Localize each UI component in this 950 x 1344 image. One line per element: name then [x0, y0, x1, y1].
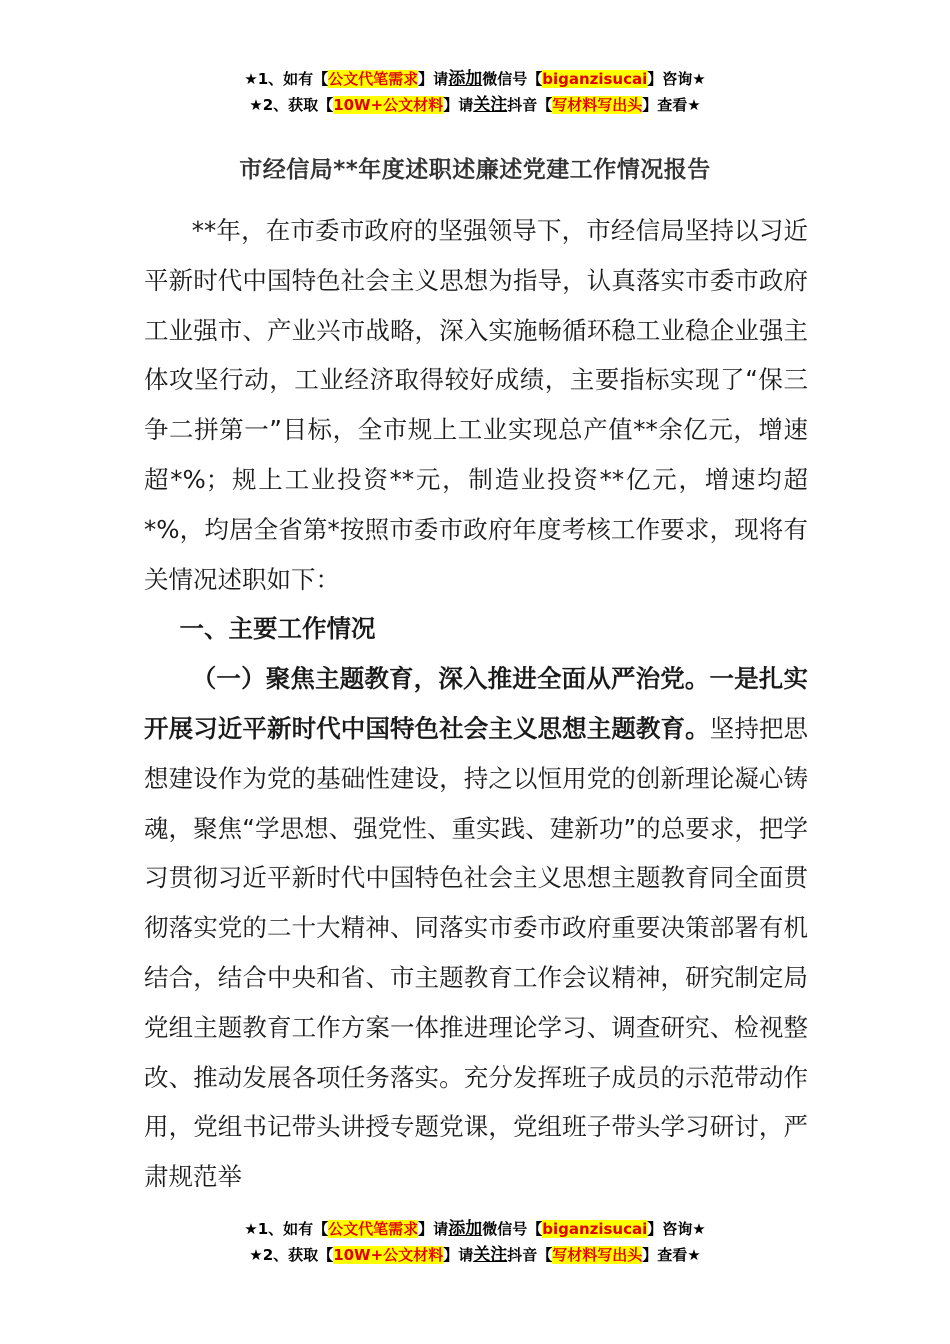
promo-highlight: 公文代笔需求	[328, 1220, 419, 1238]
intro-paragraph: **年，在市委市政府的坚强领导下，市经信局坚持以习近平新时代中国特色社会主义思想为指导，认真落实市委市政府工业强市、产业兴市战略，深入实施畅循环稳工业稳企业强主体攻坚行动，工业经济取得较好成绩，主要指标实现了“保三争二拼第一”目标，全市规上工业实现总产值**余亿元，增速超*%；规上工业投资**元，制造业投资**亿元，增速均超*%，均居全省第*按照市委市政府年度考核工作要求，现将有关情况述职如下：	[144, 216, 808, 594]
section-heading: 一、主要工作情况	[179, 614, 376, 644]
wechat-id-highlight: biganzisucai	[542, 70, 648, 88]
promo-line-2	[0, 1242, 950, 1268]
wechat-id-highlight: biganzisucai	[542, 1220, 648, 1238]
promo-highlight: 公文代笔需求	[328, 70, 419, 88]
promo-text: 微信号【	[482, 1220, 543, 1238]
promo-highlight: 10W+公文材料	[333, 96, 444, 114]
promo-underline: 关注	[473, 1245, 508, 1265]
subsection-paragraph	[144, 654, 808, 1202]
document-title: 市经信局**年度述职述廉述党建工作情况报告	[239, 157, 711, 183]
promo-text: ★1、如有【	[244, 1220, 329, 1238]
promo-highlight: 10W+公文材料	[333, 1246, 444, 1264]
douyin-id-highlight: 写材料写出头	[552, 96, 643, 114]
promo-text: 】咨询★	[647, 70, 706, 88]
subsection-heading: （一）聚焦主题教育，深入推进全面从严治党。一是扎实开展习近平新时代中国特色社会主义思想主题教育。	[144, 664, 808, 743]
promo-underline: 添加	[448, 1219, 483, 1239]
promo-text: 】请	[418, 1220, 449, 1238]
promo-text: 抖音【	[507, 96, 553, 114]
promo-line-1	[0, 1216, 950, 1242]
promo-text: 抖音【	[507, 1246, 553, 1264]
promo-line-1	[0, 66, 950, 92]
promo-text: 】请	[418, 70, 449, 88]
promo-text: 】请	[443, 96, 474, 114]
promo-text: 】咨询★	[647, 1220, 706, 1238]
promo-text: 】查看★	[642, 96, 701, 114]
promo-text: ★2、获取【	[249, 96, 334, 114]
promo-text: 微信号【	[482, 70, 543, 88]
promo-text: 】请	[443, 1246, 474, 1264]
footer-promo-banner	[0, 1216, 950, 1268]
promo-underline: 添加	[448, 69, 483, 89]
promo-text: 】查看★	[642, 1246, 701, 1264]
document-body	[144, 206, 808, 1202]
header-promo-banner	[0, 66, 950, 118]
promo-text: ★2、获取【	[249, 1246, 334, 1264]
douyin-id-highlight: 写材料写出头	[552, 1246, 643, 1264]
promo-text: ★1、如有【	[244, 70, 329, 88]
promo-line-2	[0, 92, 950, 118]
promo-underline: 关注	[473, 95, 508, 115]
subsection-text: 坚持把思想建设作为党的基础性建设，持之以恒用党的创新理论凝心铸魂，聚焦“学思想、强党性、重实践、建新功”的总要求，把学习贯彻习近平新时代中国特色社会主义思想主题教育同全面贯彻落实党的二十大精神、同落实市委市政府重要决策部署有机结合，结合中央和省、市主题教育工作会议精神，研究制定局党组主题教育工作方案一体推进理论学习、调查研究、检视整改、推动发展各项任务落实。充分发挥班子成员的示范带动作用，党组书记带头讲授专题党课，党组班子带头学习研讨，严肃规范举	[144, 713, 809, 1192]
